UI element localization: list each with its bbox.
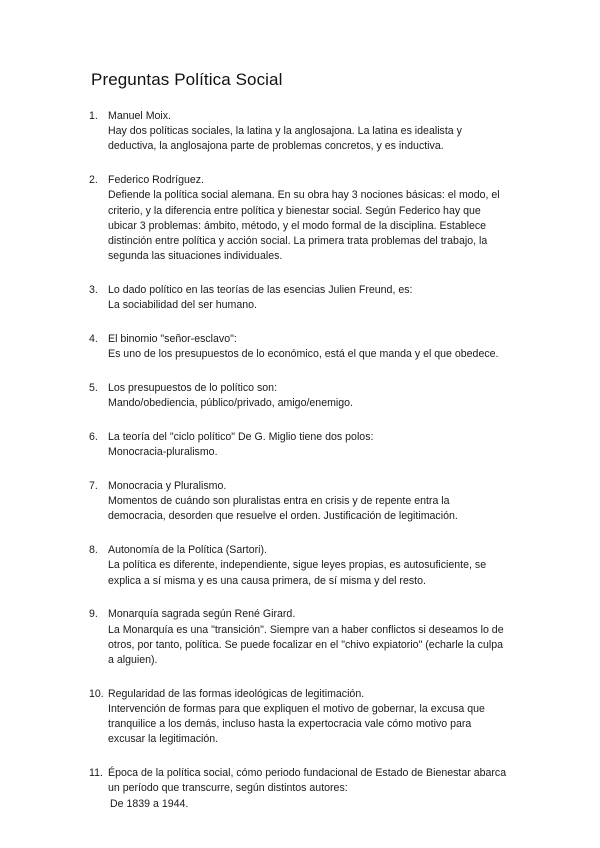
question-item [89, 283, 529, 313]
question-item [89, 430, 529, 460]
answer-text: Defiende la política social alemana. En su obra hay 3 nociones básicas: el modo, el criterio, y la diferencia entre política y bienestar social. Según Federico hay que ubicar 3 problemas: ámbito, método, y el modo formal de la disciplina. Establece distinción entre política y acción social. La primera trata problemas del trabajo, la segunda las situaciones individuales. [108, 189, 500, 263]
question-number: 3. [89, 284, 98, 297]
question-text: Los presupuestos de lo político son: [108, 382, 278, 395]
question-item [89, 687, 529, 748]
question-text: Regularidad de las formas ideológicas de legitimación. [108, 687, 365, 700]
question-number: 4. [89, 333, 98, 346]
question-number: 5. [89, 382, 98, 395]
question-number: 8. [89, 544, 98, 557]
page-title: Preguntas Política Social [91, 70, 283, 89]
question-item [89, 381, 529, 411]
question-item [89, 332, 529, 362]
question-text: Federico Rodríguez. [108, 174, 204, 187]
question-item [89, 543, 529, 589]
question-text: Monarquía sagrada según René Girard. [108, 608, 296, 621]
answer-text: Monocracia-pluralismo. [108, 446, 218, 459]
question-number: 10. [89, 687, 104, 700]
answer-text: La política es diferente, independiente, sigue leyes propias, es autosuficiente, se explica a sí misma y es una causa primera, de sí misma y del resto. [108, 559, 487, 587]
question-text: Autonomía de la Política (Sartori). [108, 544, 267, 557]
question-number: 6. [89, 431, 98, 444]
question-text: Época de la política social, cómo periodo fundacional de Estado de Bienestar abarca un período que transcurre, según distintos autores: [108, 767, 507, 795]
question-item [89, 479, 529, 525]
question-text: Monocracia y Pluralismo. [108, 480, 227, 493]
answer-text: La sociabilidad del ser humano. [108, 299, 257, 312]
answer-text: Hay dos políticas sociales, la latina y la anglosajona. La latina es idealista y deductiva, la anglosajona parte de problemas concretos, y es inductiva. [108, 125, 462, 153]
question-item [89, 607, 529, 668]
question-text: La teoría del "ciclo político" De G. Miglio tiene dos polos: [108, 431, 374, 444]
answer-text: Intervención de formas para que expliquen el motivo de gobernar, la excusa que tranquilice a los demás, incluso hasta la expertocracia vale cómo motivo para excusar la legitimación. [108, 703, 485, 746]
question-text: Manuel Moix. [108, 110, 171, 122]
answer-text: Es uno de los presupuestos de lo económico, está el que manda y el que obedece. [108, 348, 499, 361]
question-item [89, 766, 529, 812]
question-number: 7. [89, 480, 98, 493]
question-text: El binomio "señor-esclavo": [108, 333, 237, 346]
question-number: 9. [89, 608, 98, 621]
question-list [89, 109, 529, 830]
question-number: 1. [89, 110, 98, 122]
answer-text: La Monarquía es una "transición". Siempre van a haber conflictos si deseamos lo de otros, por tanto, política. Se puede focalizar en el "chivo expiatorio" (echarle la culpa a alguien). [108, 623, 504, 667]
question-text: Lo dado político en las teorías de las esencias Julien Freund, es: [108, 284, 413, 297]
question-number: 2. [89, 174, 98, 187]
question-item [89, 109, 529, 155]
question-number: 11. [89, 767, 103, 780]
answer-text: De 1839 a 1944. [110, 797, 189, 810]
answer-text: Mando/obediencia, público/privado, amigo/enemigo. [108, 397, 353, 410]
answer-text: Momentos de cuándo son pluralistas entra en crisis y de repente entra la democracia, desorden que resuelve el orden. Justificación de legitimación. [108, 495, 458, 523]
question-item [89, 173, 529, 264]
